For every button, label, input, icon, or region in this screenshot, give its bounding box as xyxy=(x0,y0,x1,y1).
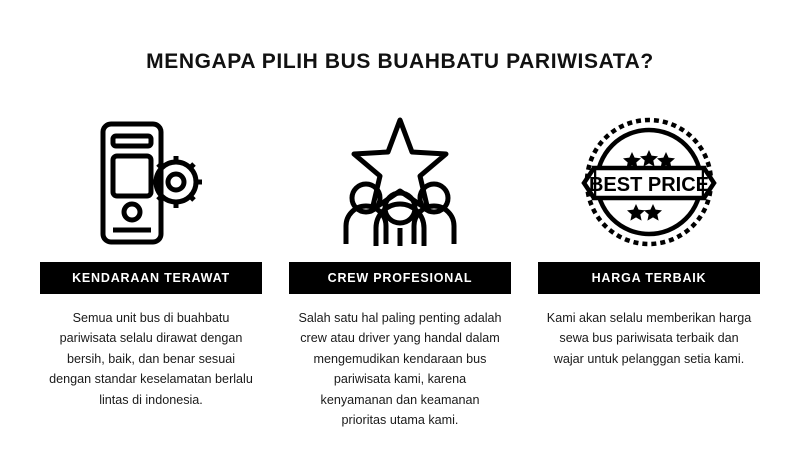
feature-column-crew xyxy=(289,108,511,430)
badge-kendaraan-terawat: KENDARAAN TERAWAT xyxy=(40,262,262,294)
bus-gear-maintenance-icon xyxy=(91,108,211,256)
description-harga-terbaik: Kami akan selalu memberikan harga sewa bus pariwisata terbaik dan wajar untuk pelanggan setia kami. xyxy=(546,311,752,366)
best-price-stamp-text: BEST PRICE xyxy=(588,174,710,196)
feature-column-maintenance xyxy=(40,108,262,410)
best-price-badge-icon xyxy=(574,108,724,256)
page-title: MENGAPA PILIH BUS BUAHBATU PARIWISATA? xyxy=(146,50,654,73)
feature-columns xyxy=(40,108,760,430)
description-crew-profesional: Salah satu hal paling penting adalah crew atau driver yang handal dalam mengemudikan kendaraan bus pariwisata kami, karena kenyamanan dan keamanan prioritas utama kami. xyxy=(298,311,502,427)
description-kendaraan-terawat: Semua unit bus di buahbatu pariwisata selalu dirawat dengan bersih, baik, dan benar sesuai dengan standar keselamatan berlalu lintas di indonesia. xyxy=(49,311,253,407)
feature-column-price xyxy=(538,108,760,369)
badge-harga-terbaik: HARGA TERBAIK xyxy=(538,262,760,294)
crew-team-star-icon xyxy=(330,108,470,256)
badge-crew-profesional: CREW PROFESIONAL xyxy=(289,262,511,294)
